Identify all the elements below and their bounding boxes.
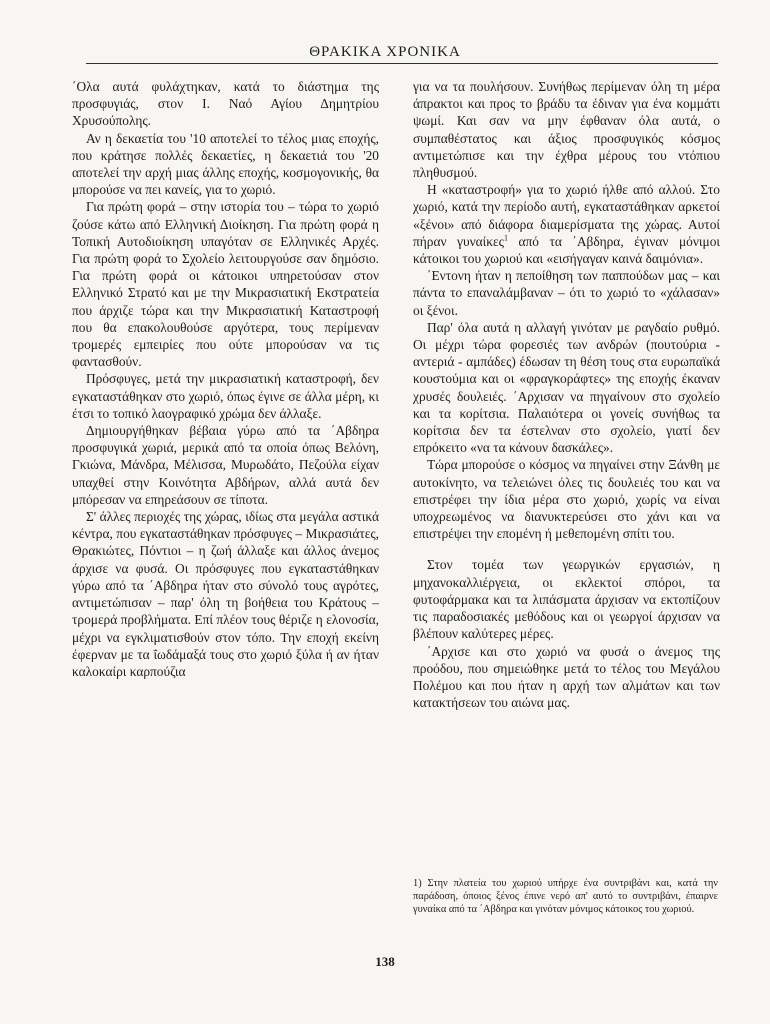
paragraph: ΄Εντονη ήταν η πεποίθηση των παππούδων μας – και πάντα το επαναλάμβαναν – ότι το χωριό το «χάλασαν» οι ξένοι. <box>413 268 720 318</box>
paragraph: Στον τομέα των γεωργικών εργασιών, η μηχανοκαλλιέργεια, οι εκλεκτοί σπόροι, τα φυτοφάρμακα και τα λιπάσματα άρχισαν να εκτοπίζουν τις παραδοσιακές μεθόδους και οι γεωργοί άρχισαν να βλέπουν καλύτερες μέρες. <box>413 557 720 642</box>
paragraph: Σ' άλλες περιοχές της χώρας, ιδίως στα μεγάλα αστικά κέντρα, που εγκαταστάθηκαν πρόσφυγες – Μικρασιάτες, Θρακιώτες, Πόντιοι – η ζωή άλλαξε και άλλος άνεμος άρχισε να φυσά. Οι πρόσφυγες που εγκαταστάθηκαν γύρω από τα ΄Αβδηρα ήταν στο σύνολό τους αγρότες, αντιμετώπισαν – παρ' όλη τη βοήθεια του Κράτους – τρομερά προβλήματα. Επί πλέον τους θέριζε η ελονοσία, μέχρι να εγκλιματισθούν στον τόπο. Την εποχή εκείνη έφερναν με τα ΐωδάμαξά τους στο χωριό ξύλα ή αν ήταν καλοκαίρι καρπούζια <box>72 509 379 679</box>
paragraph: Δημιουργήθηκαν βέβαια γύρω από τα ΄Αβδηρα προσφυγικά χωριά, μερικά από τα οποία όπως Βελόνη, Γκιώνα, Μάνδρα, Μέλισσα, Μυρωδάτο, Πεζούλα είχαν υπαχθεί στην Κοινότητα Αβδήρων, αλλά αυτά δεν μπόρεσαν να επηρεάσουν σε τίποτα. <box>72 423 379 507</box>
paragraph <box>413 181 720 267</box>
paragraph-text: Η «καταστροφή» για το χωριό ήλθε από αλλού. Στο χωριό, κατά την περίοδο αυτή, εγκαταστάθηκαν αρκετοί «ξένοι» από διάφορα διαμερίσματα της χώρας. Αυτοί πήραν γυναίκες <box>413 182 720 249</box>
paragraph: Για πρώτη φορά – στην ιστορία του – τώρα το χωριό ζούσε κάτω από Ελληνική Διοίκηση. Για πρώτη φορά η Τοπική Αυτοδιοίκηση υπαγόταν σε Ελληνικές Αρχές. Για πρώτη φορά το Σχολείο λειτουργούσε σαν δημόσιο. Για πρώτη φορά οι κάτοικοι υπηρετούσαν στον Ελληνικό Στρατό και με την Μικρασιατική Εκστρατεία που άρχιζε τώρα και την Μικρασιατική Καταστροφή που θα επακολουθούσε αργότερα, τους περίμεναν τρομερές εμπειρίες που ούτε μπορούσαν να τις φαντασθούν. <box>72 199 379 370</box>
paragraph: Αν η δεκαετία του '10 αποτελεί το τέλος μιας εποχής, που κράτησε πολλές δεκαετίες, η δεκαετιά του '20 αποτελεί την αρχή μιας άλλης εποχής, κοσμογονικής, θα μπορούσε να πει κανείς, για το χωριό. <box>72 130 379 198</box>
footnote-reference: 1 <box>503 233 508 243</box>
paragraph: Τώρα μπορούσε ο κόσμος να πηγαίνει στην Ξάνθη με αυτοκίνητο, να τελειώνει όλες τις δουλειές του και να επιστρέφει την ίδια μέρα στο χωριό, χωρίς να είναι υποχρεωμένος να διανυκτερεύσει στο χάνι και να επιστρέψει την επομένη ή μεθεπομένη σπίτι του. <box>413 457 720 542</box>
paragraph: ΄Αρχισε και στο χωριό να φυσά ο άνεμος της προόδου, που σημειώθηκε μετά το τέλος του Μεγάλου Πολέμου και που ήταν η αρχή των αλμάτων και των κατακτήσεων του αιώνα μας. <box>413 643 720 711</box>
paragraph: ΄Ολα αυτά φυλάχτηκαν, κατά το διάστημα της προσφυγιάς, στον Ι. Ναό Αγίου Δημητρίου Χρυσούπολης. <box>72 79 379 129</box>
right-column <box>413 78 720 711</box>
paragraph: Πρόσφυγες, μετά την μικρασιατική καταστροφή, δεν εγκαταστάθηκαν στο χωριό, όπως έγινε σε άλλα μέρη, κι έτσι το τοπικό λαογραφικό χρώμα δεν άλλαξε. <box>72 371 379 421</box>
paragraph-text: από τα ΄Αβδηρα, έγιναν μόνιμοι κάτοικοι του χωριού και «εισήγαγαν καινά δαιμόνια». <box>413 233 720 267</box>
footnote: 1) Στην πλατεία του χωριού υπήρχε ένα συντριβάνι και, κατά την παράδοση, όποιος ξένος έπινε νερό απ' αυτό το συντριβάνι, έπαιρνε γυναίκα από τα ΄Αβδηρα και γινόταν μόνιμος κάτοικος του χωριού. <box>413 878 718 916</box>
paragraph: Παρ' όλα αυτά η αλλαγή γινόταν με ραγδαίο ρυθμό. Οι μέχρι τώρα φορεσιές των ανδρών (πουτούρια - αντεριά - αμπάδες) έδωσαν τη θέση τους στα ευρωπαϊκά κουστούμια και οι «φραγκοράφτες» της εποχής έκαναν χρυσές δουλειές. ΄Αρχισαν να πηγαίνουν στο σχολείο και τα κορίτσια. Παλαιότερα οι γονείς συνήθως τα κορίτσια δεν τα έστελναν στο σχολείο, γιατί δεν επρόκειτο «να τα κάνουν δασκάλες». <box>413 319 720 456</box>
left-column <box>72 78 379 680</box>
paragraph: για να τα πουλήσουν. Συνήθως περίμεναν όλη τη μέρα άπρακτοι και προς το βράδυ τα έδιναν για ένα κομμάτι ψωμί. Και σαν να μην έφθαναν όλα αυτά, ο συμπαθέστατος και άξιος προσφυγικός κόσμος αντιμετώπισε και την έχθρα μέρους του ντόπιου πληθυσμού. <box>413 79 720 181</box>
running-header-title: ΘΡΑΚΙΚΑ ΧΡΟΝΙΚΑ <box>309 44 461 60</box>
page-number: 138 <box>375 954 395 969</box>
header-rule <box>86 63 718 64</box>
